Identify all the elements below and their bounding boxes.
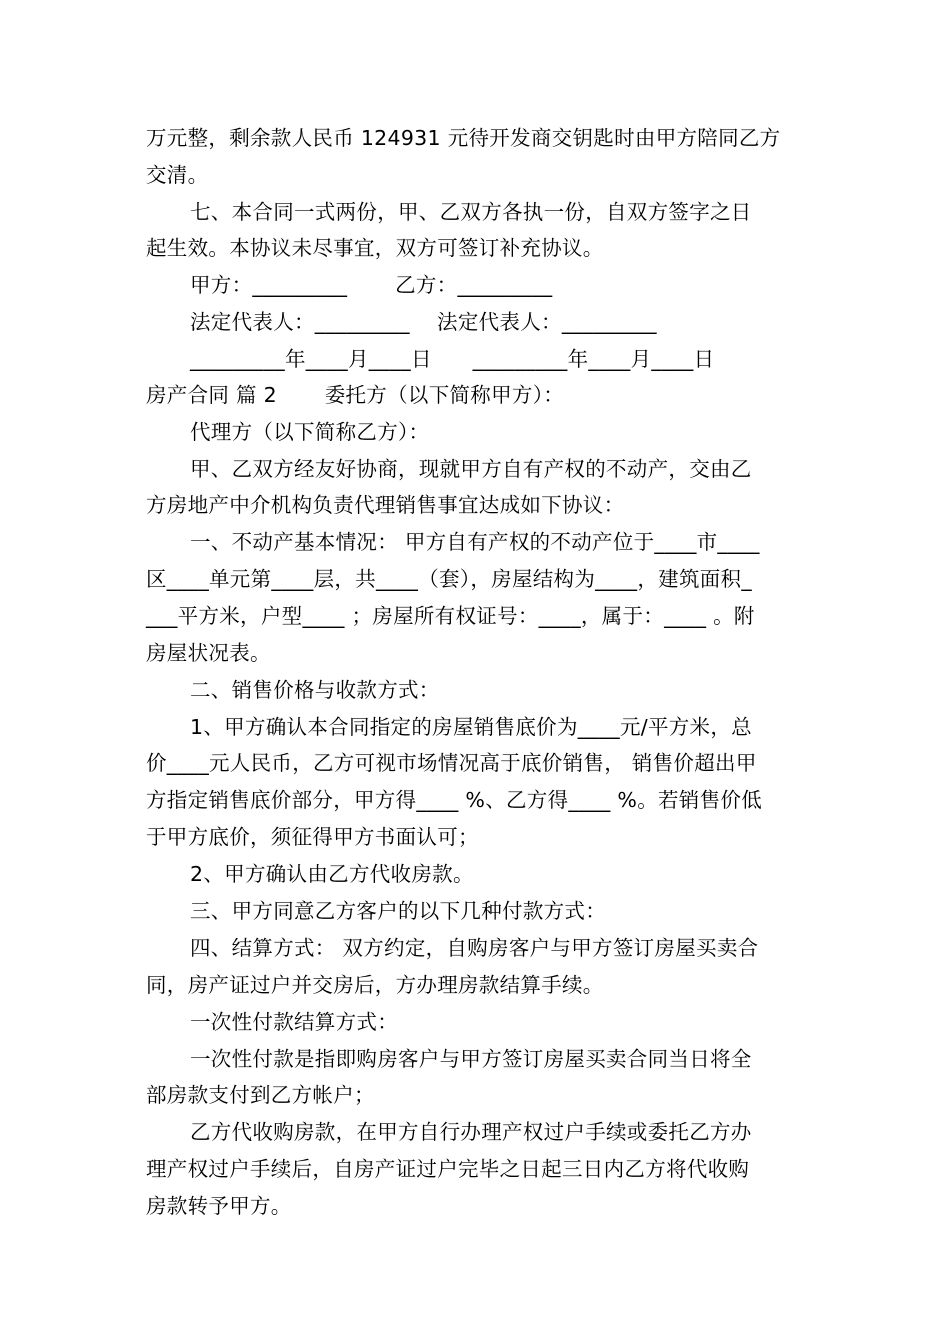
paragraph-line: 代理方（以下简称乙方）： (190, 420, 430, 444)
paragraph-line: 四、结算方式： 双方约定，自购房客户与甲方签订房屋买卖合 (190, 936, 759, 960)
paragraph-line: 万元整，剩余款人民币 124931 元待开发商交钥匙时由甲方陪同乙方 (146, 126, 781, 150)
date-line: _________年____月____日 _________年____月____日 (190, 347, 715, 371)
paragraph-line: 房屋状况表。 (146, 641, 271, 665)
paragraph-line: 部房款支付到乙方帐户； (146, 1083, 375, 1107)
paragraph-line: 方房地产中介机构负责代理销售事宜达成如下协议： (146, 493, 625, 517)
paragraph-line: 二、销售价格与收款方式： (190, 678, 440, 702)
paragraph-line: 七、本合同一式两份，甲、乙双方各执一份，自双方签字之日 (190, 200, 752, 224)
section-heading: 房产合同 篇 2 委托方（以下简称甲方）： (146, 383, 565, 407)
paragraph-line: 交清。 (146, 163, 209, 187)
paragraph-line: ___平方米，户型____ ；房屋所有权证号：____，属于：____ 。附 (146, 604, 755, 628)
paragraph-line: 房款转予甲方。 (146, 1194, 292, 1218)
paragraph-line: 一、不动产基本情况： 甲方自有产权的不动产位于____市____ (190, 530, 760, 554)
paragraph-line: 一次性付款结算方式： (190, 1010, 398, 1034)
paragraph-line: 三、甲方同意乙方客户的以下几种付款方式： (190, 899, 606, 923)
paragraph-line: 区____单元第____层，共____（套），房屋结构为____，建筑面积_ (146, 567, 752, 591)
paragraph-line: 价____元人民币，乙方可视市场情况高于底价销售， 销售价超出甲 (146, 751, 757, 775)
paragraph-line: 于甲方底价，须征得甲方书面认可； (146, 825, 479, 849)
signature-line: 法定代表人：_________ 法定代表人：_________ (190, 310, 657, 334)
paragraph-line: 甲、乙双方经友好协商，现就甲方自有产权的不动产，交由乙 (190, 457, 752, 481)
signature-line: 甲方：_________ 乙方：_________ (190, 273, 553, 297)
paragraph-line: 1、甲方确认本合同指定的房屋销售底价为____元/平方米，总 (190, 715, 752, 739)
paragraph-line: 一次性付款是指即购房客户与甲方签订房屋买卖合同当日将全 (190, 1047, 752, 1071)
paragraph-line: 同，房产证过户并交房后，方办理房款结算手续。 (146, 973, 604, 997)
paragraph-line: 起生效。本协议未尽事宜，双方可签订补充协议。 (146, 236, 604, 260)
paragraph-line: 2、甲方确认由乙方代收房款。 (190, 862, 474, 886)
paragraph-line: 理产权过户手续后，自房产证过户完毕之日起三日内乙方将代收购 (146, 1157, 750, 1181)
paragraph-line: 方指定销售底价部分，甲方得____ %、乙方得____ %。若销售价低 (146, 788, 762, 812)
paragraph-line: 乙方代收购房款，在甲方自行办理产权过户手续或委托乙方办 (190, 1120, 752, 1144)
